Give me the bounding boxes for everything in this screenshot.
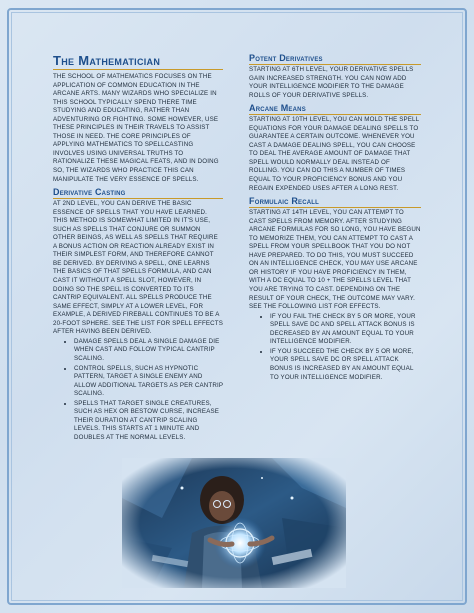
formulaic-bullet-list: [249, 313, 421, 382]
list-item: • SPELLS THAT TARGET SINGLE CREATURES, SUCH AS HEX OR BESTOW CURSE, INCREASE THEIR DURATION AT CANTRIP SCALING LEVELS. THIS STARTS AT 1 MINUTE AND DOUBLES AT THE NORMAL LEVELS.: [74, 400, 223, 443]
wizard-illustration-image: [122, 458, 346, 588]
potent-paragraph: STARTING AT 6TH LEVEL, YOUR DERIVATIVE SPELLS GAIN INCREASED STRENGTH. YOU CAN NOW ADD YOUR INTELLIGENCE MODIFIER TO THE DAMAGE ROLLS OF YOUR DERIVATIVE SPELLS.: [249, 66, 414, 99]
page-title: The Mathematician: [53, 53, 223, 70]
list-item: • IF YOU SUCCEED THE CHECK BY 5 OR MORE, YOUR SPELL SAVE DC OR SPELL ATTACK BONUS IS INCREASED BY AN AMOUNT EQUAL TO YOUR INTELLIGENCE MODIFIER.: [270, 348, 421, 382]
formulaic-paragraph: STARTING AT 14TH LEVEL, YOU CAN ATTEMPT TO CAST SPELLS FROM MEMORY. AFTER STUDYING ARCANE FORMULAS FOR SO LONG, YOU HAVE BEGUN TO MEMORIZE THEM, YOU CAN ATTEMPT TO CAST A SPELL FROM YOUR SPELLBOOK THAT YOU DO NOT HAVE PREPARED. TO DO THIS, YOU MUST SUCCEED ON AN INTELLIGENCE CHECK, YOU MAY USE ARCANE OR HISTORY IF YOU HAVE PROFICIENCY IN THEM, WITH A DC EQUAL TO 10 + THE SPELLS LEVEL THAT YOU ARE TRYING TO CAST. DEPENDING ON THE RESULT OF YOUR CHECK, THE OUTCOME MAY VARY. SEE THE FOLLOWING LIST FOR EFFECTS.: [249, 209, 421, 311]
derivative-paragraph: AT 2ND LEVEL, YOU CAN DERIVE THE BASIC ESSENCE OF SPELLS THAT YOU HAVE LEARNED. THIS METHOD IS SOMEWHAT LIMITED IN IT'S USE, SUCH AS SPELLS THAT CONJURE OR SUMMON OTHER BEINGS, AS WELL AS SPELLS THAT REQUIRE A BONUS ACTION OR REACTION ALREADY EXIST IN THEIR SIMPLEST FORM, AND THEREFORE CANNOT BE DERIVED. BY DERIVING A SPELL, ONE LEARNS THE BASICS OF THAT SPELLS FORMULA, AND CAN CAST IT WITHOUT A SPELL SLOT, HOWEVER, IN DOING SO THE SPELL IS CONVERTED TO ITS CANTRIP EQUIVALENT. ALL SPELLS PRODUCE THE SAME EFFECT, SIMPLY AT A LOWER LEVEL, FOR EXAMPLE, A DERIVED FIREBALL CONTINUES TO BE A 20-FOOT SPHERE. SEE THE LIST FOR SPELL EFFECTS AFTER HAVING BEEN DERIVED.: [53, 200, 223, 336]
left-column: [53, 53, 223, 443]
derivative-bullet-list: [53, 338, 223, 443]
section-heading-derivative: Derivative Casting: [53, 187, 223, 199]
list-item: • CONTROL SPELLS, SUCH AS HYPNOTIC PATTERN, TARGET A SINGLE ENEMY AND ALLOW ADDITIONAL TARGETS AS PER CANTRIP SCALING.: [74, 365, 223, 399]
wizard-illustration: [122, 458, 346, 588]
arcane-paragraph: STARTING AT 10TH LEVEL, YOU CAN MOLD THE SPELL EQUATIONS FOR YOUR DAMAGE DEALING SPELLS TO GUARANTEE A CERTAIN OUTCOME. WHENEVER YOU CAST A DAMAGE DEALING SPELL, YOU CAN CHOOSE TO DEAL THE AVERAGE AMOUNT OF DAMAGE THAT SPELL WOULD NORMALLY DEAL INSTEAD OF ROLLING. YOU CAN DO THIS A NUMBER OF TIMES EQUAL TO YOUR PROFICIENCY BONUS AND YOU REGAIN EXPENDED USES AFTER A LONG REST.: [249, 116, 420, 192]
intro-paragraph: THE SCHOOL OF MATHEMATICS FOCUSES ON THE APPLICATION OF COMMON EDUCATION IN THE ARCANE ARTS. MANY WIZARDS WHO SPECIALIZE IN THIS SCHOOL TYPICALLY SPEND THERE TIME STUDYING AND EDUCATING, RATHER THAN ADVENTURING OR FIGHTING. SOME HOWEVER, USE THESE PRINCIPLES IN THEIR TRAVELS TO ASSIST THOSE IN NEED. THE CORE PRINCIPLES OF APPLYING MATHEMATICS TO SPELLCASTING INVOLVES USING UNIVERSAL TRUTHS TO RATIONALIZE THESE MAGICAL FEATS, AND IN DOING SO, THE WIZARDS WHO PRACTICE THIS CAN MANIPULATE THE VERY ESSENCE OF SPELLS.: [53, 73, 219, 183]
section-heading-potent: Potent Derivatives: [249, 53, 421, 65]
section-heading-formulaic: Formulaic Recall: [249, 196, 421, 208]
list-item: • DAMAGE SPELLS DEAL A SINGLE DAMAGE DIE WHEN CAST AND FOLLOW TYPICAL CANTRIP SCALING.: [74, 338, 223, 364]
right-column: [249, 53, 421, 383]
section-heading-arcane: Arcane Means: [249, 103, 421, 115]
list-item: • IF YOU FAIL THE CHECK BY 5 OR MORE, YOUR SPELL SAVE DC AND SPELL ATTACK BONUS IS DECREASED BY AN AMOUNT EQUAL TO YOUR INTELLIGENCE MODIFIER.: [270, 313, 421, 347]
